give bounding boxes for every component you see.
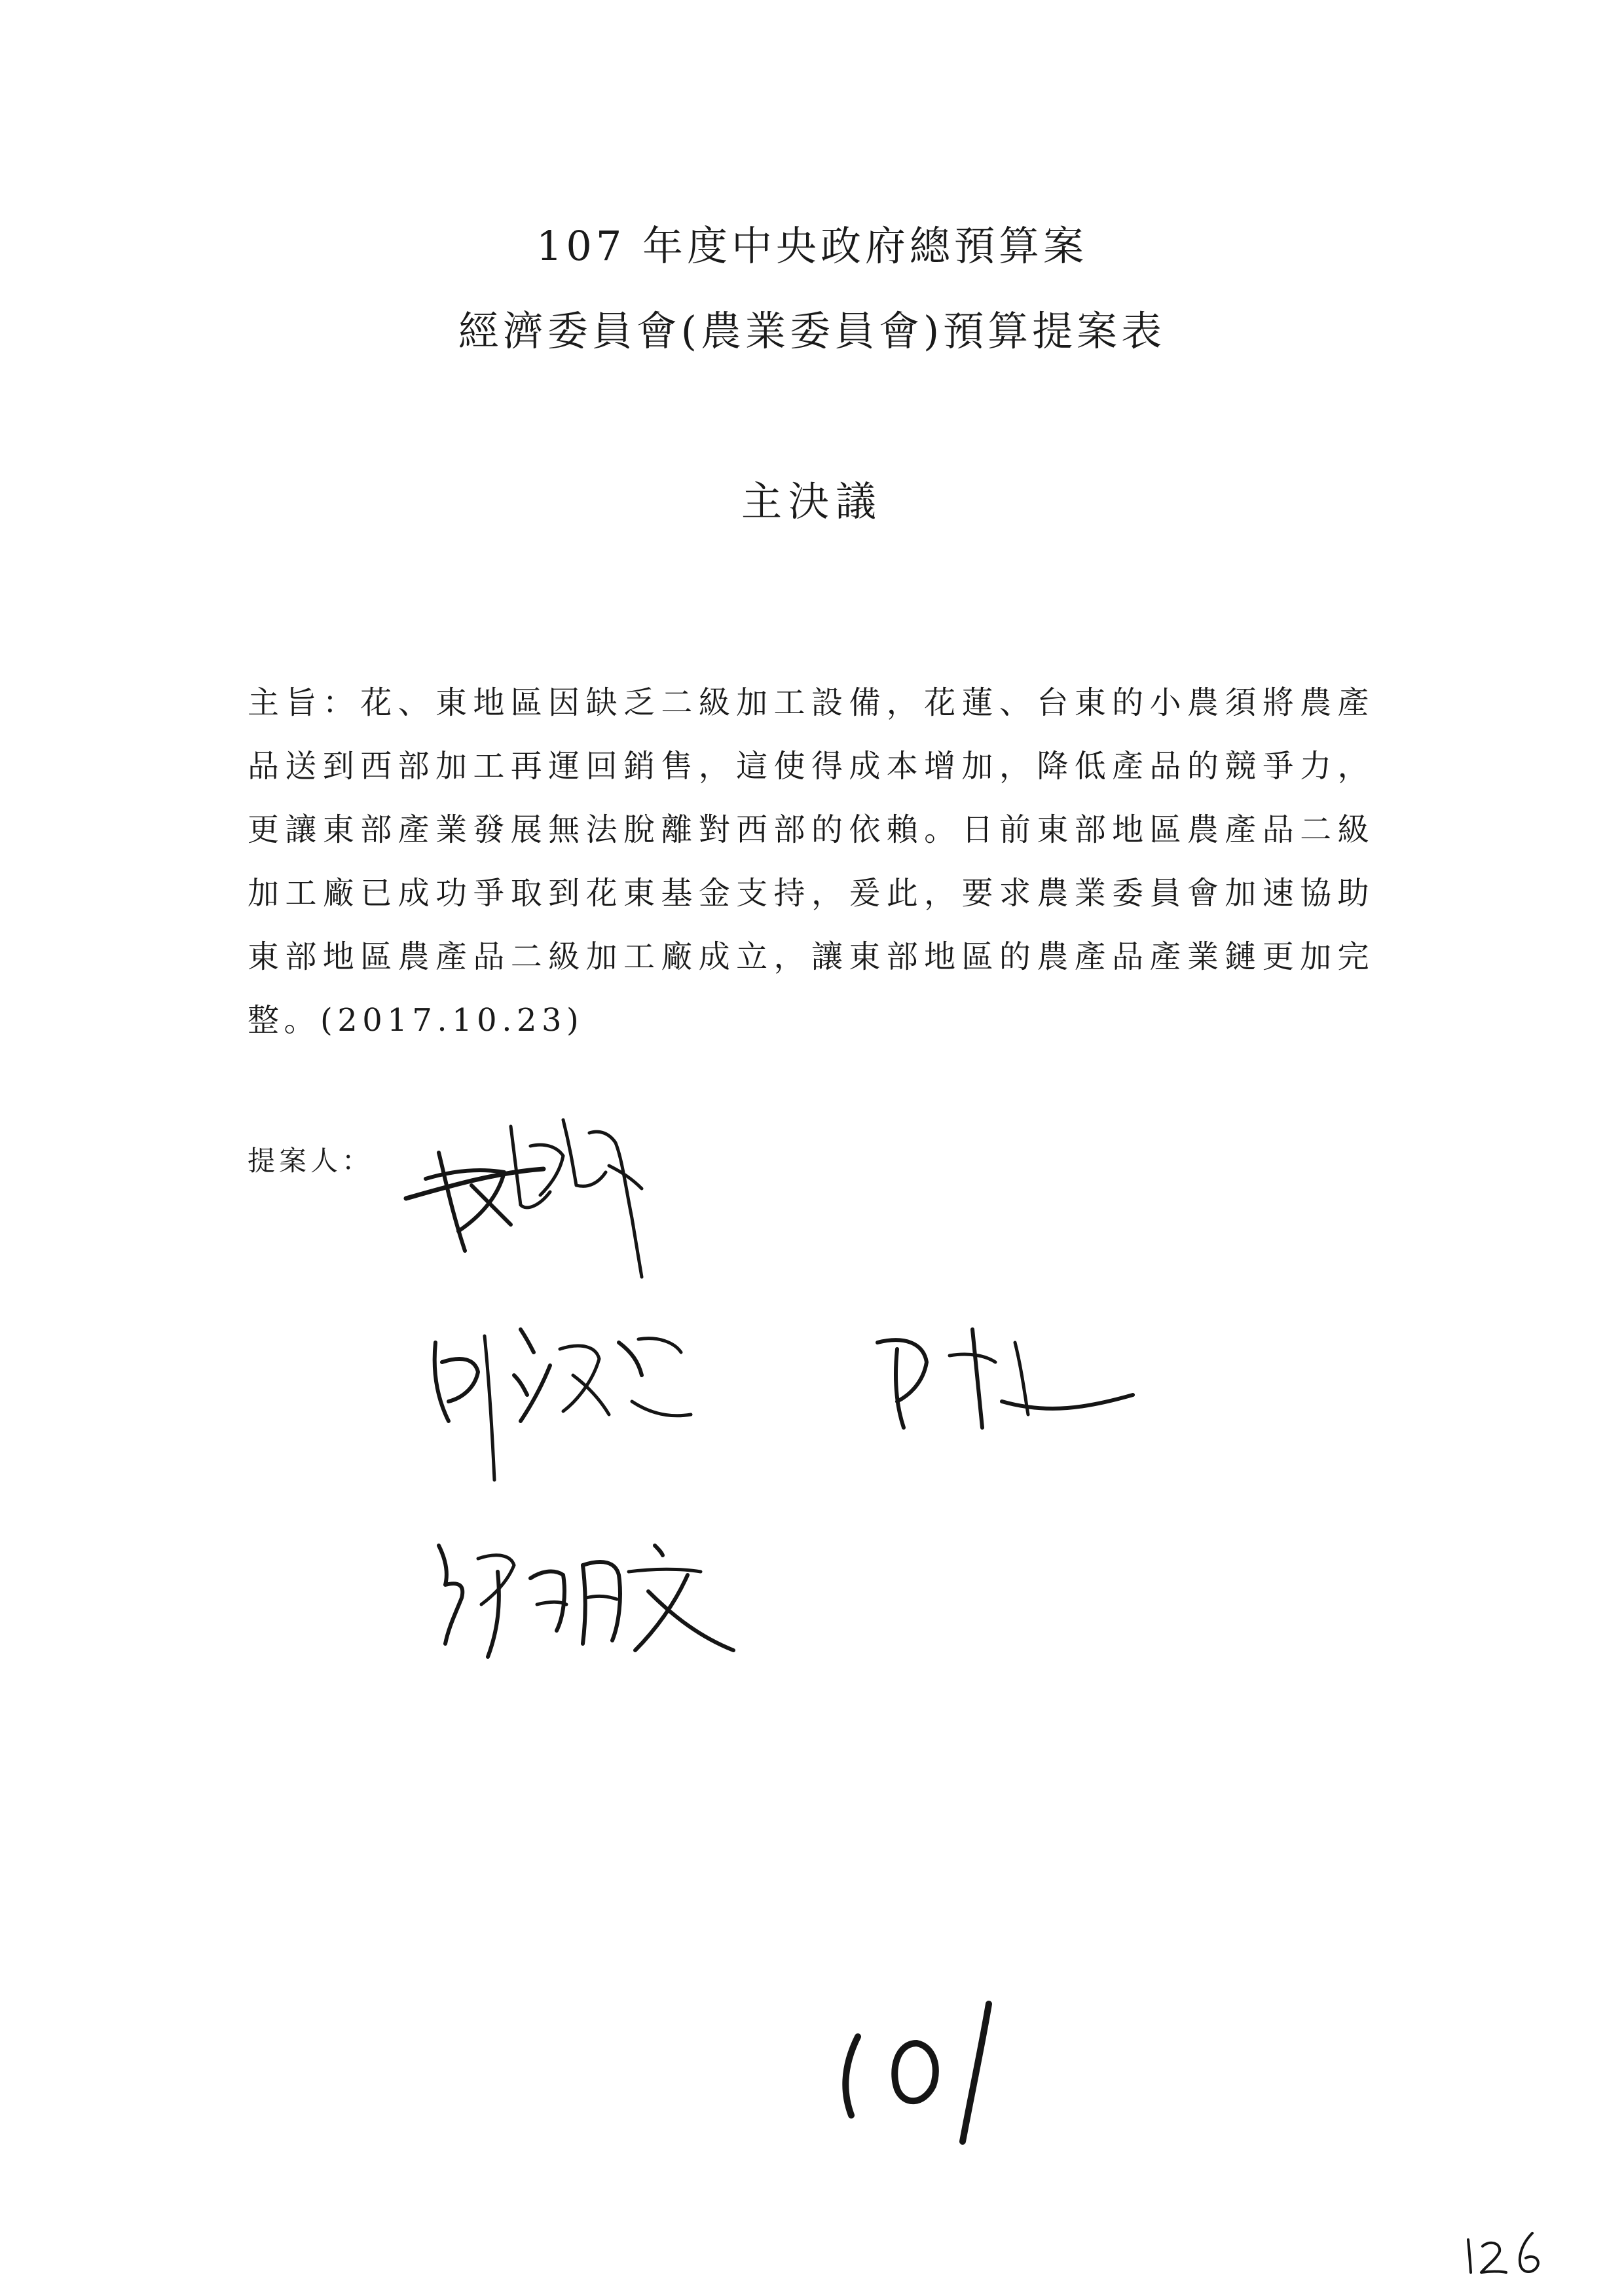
proposal-body: 主旨：花、東地區因缺乏二級加工設備，花蓮、台東的小農須將農產品送到西部加工再運回銷售，這使得成本增加，降低產品的競爭力，更讓東部產業發展無法脫離對西部的依賴。日前東部地區農產品二級加工廠已成功爭取到花東基金支持，爰此，要求農業委員會加速協助東部地區農產品二級加工廠成立，讓東部地區的農產品產業鏈更加完整。(2017.10.23) xyxy=(248,684,1374,1039)
signature-4 xyxy=(426,1519,740,1670)
document-subtitle: 經濟委員會(農業委員會)預算提案表 xyxy=(458,307,1166,355)
document-title: 107 年度中央政府總預算案 xyxy=(536,222,1088,270)
page-number xyxy=(1460,2227,1552,2279)
signature-1 xyxy=(399,1107,661,1284)
section-heading: 主決議 xyxy=(741,477,883,525)
proposer-label: 提案人： xyxy=(248,1145,374,1177)
signature-2 xyxy=(422,1303,697,1487)
signature-3 xyxy=(864,1316,1139,1441)
stamp-number xyxy=(832,1991,1028,2148)
